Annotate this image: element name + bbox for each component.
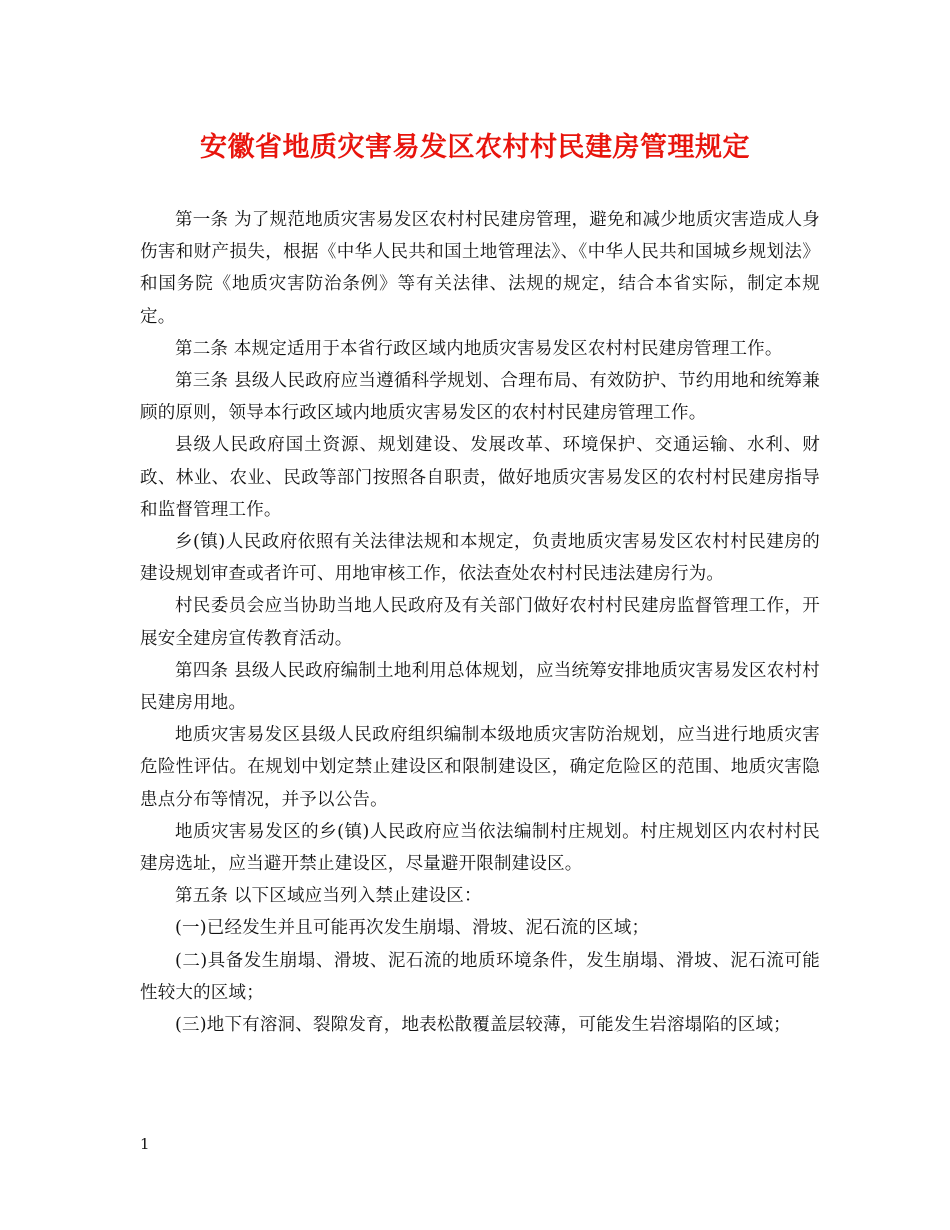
paragraph: 县级人民政府国土资源、规划建设、发展改革、环境保护、交通运输、水利、财政、林业、农业、民政等部门按照各自职责，做好地质灾害易发区的农村村民建房指导和监督管理工作。	[140, 435, 820, 520]
document-body	[140, 204, 820, 1041]
paragraph: 第二条 本规定适用于本省行政区域内地质灾害易发区农村村民建房管理工作。	[175, 338, 783, 359]
paragraph: 第四条 县级人民政府编制土地利用总体规划，应当统筹安排地质灾害易发区农村村民建房用地。	[140, 660, 820, 714]
paragraph: (三)地下有溶洞、裂隙发育，地表松散覆盖层较薄，可能发生岩溶塌陷的区域；	[175, 1015, 791, 1036]
paragraph: 第一条 为了规范地质灾害易发区农村村民建房管理，避免和减少地质灾害造成人身伤害和财产损失，根据《中华人民共和国土地管理法》、《中华人民共和国城乡规划法》和国务院《地质灾害防治条例》等有关法律、法规的规定，结合本省实际，制定本规定。	[140, 210, 820, 327]
paragraph: 地质灾害易发区的乡(镇)人民政府应当依法编制村庄规划。村庄规划区内农村村民建房选址，应当避开禁止建设区，尽量避开限制建设区。	[140, 821, 820, 875]
paragraph: 乡(镇)人民政府依照有关法律法规和本规定，负责地质灾害易发区农村村民建房的建设规划审查或者许可、用地审核工作，依法查处农村村民违法建房行为。	[140, 532, 820, 585]
paragraph: 地质灾害易发区县级人民政府组织编制本级地质灾害防治规划，应当进行地质灾害危险性评估。在规划中划定禁止建设区和限制建设区，确定危险区的范围、地质灾害隐患点分布等情况，并予以公告。	[140, 725, 820, 810]
paragraph: 第五条 以下区域应当列入禁止建设区：	[175, 886, 482, 907]
document-title: 安徽省地质灾害易发区农村村民建房管理规定	[200, 132, 750, 163]
paragraph: (二)具备发生崩塌、滑坡、泥石流的地质环境条件，发生崩塌、滑坡、泥石流可能性较大的区域；	[140, 950, 820, 1003]
page-number: 1	[140, 1135, 150, 1153]
paragraph: 村民委员会应当协助当地人民政府及有关部门做好农村村民建房监督管理工作，开展安全建房宣传教育活动。	[140, 596, 820, 649]
paragraph: 第三条 县级人民政府应当遵循科学规划、合理布局、有效防护、节约用地和统筹兼顾的原则，领导本行政区域内地质灾害易发区的农村村民建房管理工作。	[140, 371, 820, 424]
paragraph: (一)已经发生并且可能再次发生崩塌、滑坡、泥石流的区域；	[175, 918, 650, 939]
